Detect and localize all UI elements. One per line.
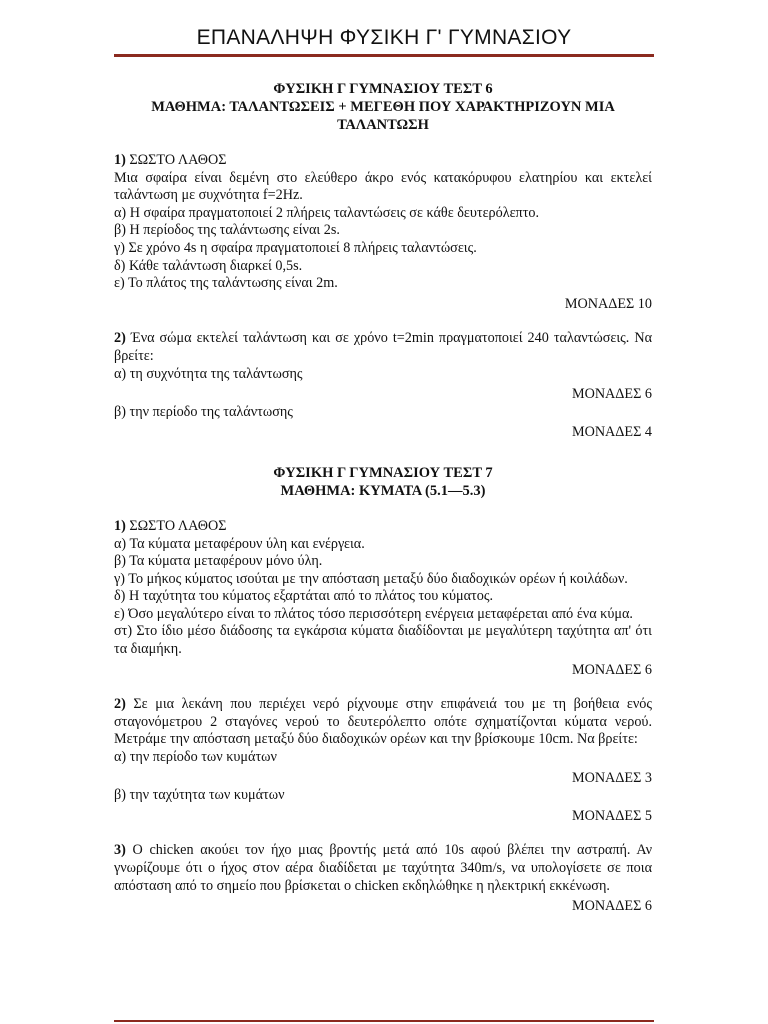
subquestion-a: α) τη συχνότητα της ταλάντωσης (114, 365, 303, 382)
question-number: 2) (114, 696, 126, 713)
question-heading (114, 518, 652, 536)
question-number: 1) (114, 517, 126, 534)
question-text: Σε μια λεκάνη που περιέχει νερό ρίχνουμε στην επιφάνειά του με τη βοήθεια ενός σταγονόμετρου 2 σταγόνες νερού το δευτερόλεπτο οπότε σχηματίζονται κύματα νερού. Μετράμε την απόσταση μεταξύ δύο διαδοχικών ορέων και την βρίσκουμε 10cm. Να βρείτε: (114, 696, 653, 748)
subquestion-a-marks: ΜΟΝΑΔΕΣ 6 (571, 386, 652, 403)
statement-b: β) Η περίοδος της ταλάντωσης είναι 2s. (114, 222, 340, 239)
question-intro (114, 842, 652, 895)
statement-d: δ) Κάθε ταλάντωση διαρκεί 0,5s. (114, 257, 303, 274)
statement-a: α) Η σφαίρα πραγματοποιεί 2 πλήρεις ταλαντώσεις σε κάθε δευτερόλεπτο. (114, 204, 540, 221)
question-number: 1) (114, 152, 126, 168)
test6-title-line2: ΜΑΘΗΜΑ: ΤΑΛΑΝΤΩΣΕΙΣ + ΜΕΓΕΘΗ ΠΟΥ ΧΑΡΑΚΤΗΡΙΖΟΥΝ ΜΙΑ ΤΑΛΑΝΤΩΣΗ (151, 99, 615, 133)
statement-c: γ) Σε χρόνο 4s η σφαίρα πραγματοποιεί 8 πλήρεις ταλαντώσεις. (114, 239, 477, 256)
question-heading (114, 152, 652, 170)
subquestion-b-marks: ΜΟΝΑΔΕΣ 4 (571, 424, 652, 441)
subquestion-a-marks: ΜΟΝΑΔΕΣ 3 (571, 769, 652, 786)
subquestion-b: β) την περίοδο της ταλάντωσης (114, 403, 293, 420)
test6-question-1 (114, 152, 652, 313)
test6-title-line1: ΦΥΣΙΚΗ Γ ΓΥΜΝΑΣΙΟΥ ΤΕΣΤ 6 (273, 81, 493, 97)
question-marks: ΜΟΝΑΔΕΣ 6 (571, 661, 652, 678)
question-intro (114, 696, 652, 749)
question-text: Ένα σώμα εκτελεί ταλάντωση και σε χρόνο t=2min πραγματοποιεί 240 ταλαντώσεις. Να βρείτε: (114, 330, 653, 364)
header-divider (114, 54, 654, 57)
test7-question-2 (114, 696, 652, 825)
question-marks: ΜΟΝΑΔΕΣ 6 (571, 898, 652, 915)
statement-c: γ) Το μήκος κύματος ισούται με την απόσταση μεταξύ δύο διαδοχικών ορέων ή κοιλάδων. (114, 570, 628, 587)
test6-question-2 (114, 330, 652, 442)
test7-title-line1: ΦΥΣΙΚΗ Γ ΓΥΜΝΑΣΙΟΥ ΤΕΣΤ 7 (273, 464, 493, 481)
question-type: ΣΩΣΤΟ ΛΑΘΟΣ (129, 152, 227, 168)
question-text: Ο chicken ακούει τον ήχο μιας βροντής μετά από 10s αφού βλέπει την αστραπή. Αν γνωρίζουμε ότι ο ήχος στον αέρα διαδίδεται με ταχύτητα 340m/s, να υπολογίσετε σε ποια απόσταση από το σημείο που βρίσκεται ο chicken εκδηλώθηκε η ηλεκτρική εκκένωση. (114, 842, 652, 894)
statement-d: δ) Η ταχύτητα του κύματος εξαρτάται από το πλάτος του κύματος. (114, 588, 494, 605)
question-intro: Μια σφαίρα είναι δεμένη στο ελεύθερο άκρο ενός κατακόρυφου ελατηρίου και εκτελεί ταλάντωση με συχνότητα f=2Hz. (114, 169, 652, 204)
subquestion-b: β) την ταχύτητα των κυμάτων (114, 787, 285, 804)
question-marks: ΜΟΝΑΔΕΣ 10 (564, 295, 652, 312)
statement-b: β) Τα κύματα μεταφέρουν μόνο ύλη. (114, 553, 323, 570)
test7-title (114, 464, 652, 500)
test7-question-3 (114, 842, 652, 915)
subquestion-b-marks: ΜΟΝΑΔΕΣ 5 (571, 807, 652, 824)
question-intro (114, 330, 652, 365)
statement-e: ε) Όσο μεγαλύτερο είναι το πλάτος τόσο περισσότερη ενέργεια μεταφέρεται από ένα κύμα. (114, 605, 633, 622)
test7-title-line2: ΜΑΘΗΜΑ: ΚΥΜΑΤΑ (5.1—5.3) (280, 482, 486, 499)
subquestion-a: α) την περίοδο των κυμάτων (114, 749, 277, 766)
question-number: 2) (114, 330, 126, 347)
statement-f: στ) Στο ίδιο μέσο διάδοσης τα εγκάρσια κύματα διαδίδονται με μεγαλύτερη ταχύτητα απ' ότι τα διαμήκη. (114, 623, 652, 658)
statement-a: α) Τα κύματα μεταφέρουν ύλη και ενέργεια. (114, 535, 365, 552)
question-type: ΣΩΣΤΟ ΛΑΘΟΣ (129, 517, 227, 534)
question-number: 3) (114, 842, 126, 859)
test7-question-1 (114, 518, 652, 679)
statement-e: ε) Το πλάτος της ταλάντωσης είναι 2m. (114, 275, 338, 292)
footer-divider (114, 1020, 654, 1022)
document-content (114, 80, 652, 916)
page-header-title: ΕΠΑΝΑΛΗΨΗ ΦΥΣΙΚΗ Γ' ΓΥΜΝΑΣΙΟΥ (196, 26, 572, 49)
test6-title (114, 80, 652, 134)
